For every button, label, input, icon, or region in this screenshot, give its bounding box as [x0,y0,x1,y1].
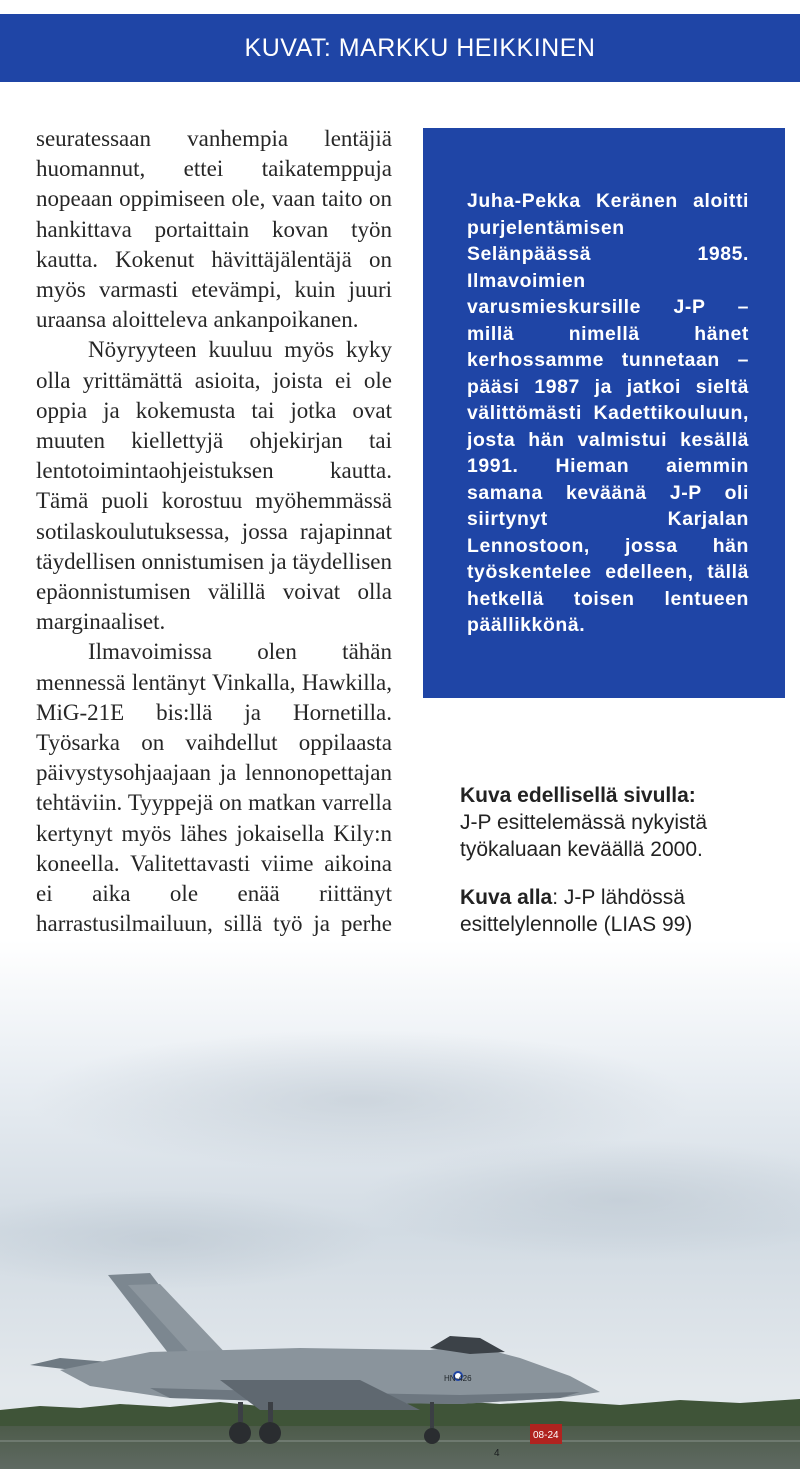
hornet-photo [0,940,800,1469]
caption-previous-page [460,782,780,863]
runway [0,1426,800,1469]
photo-credit-title: KUVAT: MARKKU HEIKKINEN [244,33,596,62]
caption-below-text: : J-P lähdössä esittelylennolle (LIAS 99) [460,886,693,936]
caption-below-label: Kuva alla [460,886,553,909]
photo-captions [460,782,780,959]
article-body [36,124,392,1000]
page-number: 4 [494,1448,500,1459]
hornet-photo-image [0,940,800,1469]
bio-sidebar-box [423,128,785,698]
runway-sign-text: 08-24 [533,1430,559,1441]
article-paragraph: Ilmavoimissa olen tähän mennessä lentänyt Vinkalla, Hawkilla, MiG-21E bis:llä ja Hornetilla. Työsarka on vaihdellut oppilaasta päivystysohjaajaan ja lennonopettajan tehtäviin. Tyyppejä on matkan varrella kertynyt myös lähes jokaisella Kily:n koneella. Valitettavasti viime aikoina ei aika ole enää riittänyt harrastusilmailuun, sillä työ ja perhe [36,639,392,937]
aircraft-code: HN-426 [444,1374,472,1383]
caption-previous-label: Kuva edellisellä sivulla: [460,784,696,807]
header-bar [0,14,800,82]
caption-previous-text: J-P esittelemässä nykyistä työkaluaan keväällä 2000. [460,811,708,861]
article-paragraph: Nöyryyteen kuuluu myös kyky olla yrittämättä asioita, joista ei ole oppia ja kokemusta tai jotka ovat muuten kiellettyjä ohjekirjan tai lentotoimintaohjeistuksen kautta. Tämä puoli korostuu myöhemmässä sotilaskoulutuksessa, jossa rajapinnat täydellisen onnistumisen ja täydellisen epäonnistumisen välillä voivat olla marginaaliset. [36,337,392,635]
bio-sidebar-text: Juha-Pekka Keränen aloitti purjelentämisen Selänpäässä 1985. Ilmavoimien varusmieskursille J-P – millä nimellä hänet kerhossamme tunnetaan – pääsi 1987 ja jatkoi sieltä välittömästi Kadettikouluun, josta hän valmistui kesällä 1991. Hieman aiemmin samana keväänä J-P oli siirtynyt Karjalan Lennostoon, jossa hän työskentelee edelleen, tällä hetkellä toisen lentueen päällikkönä. [467,190,749,636]
article-paragraph: seuratessaan vanhempia lentäjiä huomannut, ettei taikatemppuja nopeaan oppimiseen ole, vaan taito on hankittava portaittain kovan työn kautta. Kokenut hävittäjälentäjä on myös varmasti etevämpi, kuin juuri uraansa aloitteleva ankanpoikanen. [36,126,392,333]
caption-below [460,884,780,938]
